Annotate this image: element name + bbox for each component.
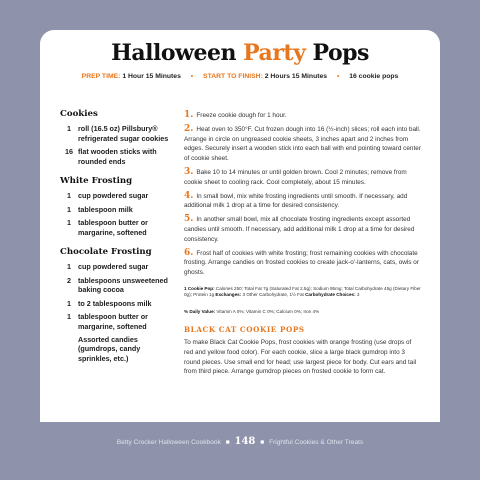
ingredient-text: tablespoon butter or margarine, softened [78, 218, 148, 237]
direction-step [184, 192, 422, 212]
ingredient-qty: 16 [65, 147, 73, 157]
carb-choices-text: 3 [355, 292, 360, 298]
ingredient-item [60, 335, 170, 363]
ingredient-qty [60, 335, 78, 363]
ingredient-text: flat wooden sticks with rounded ends [78, 147, 157, 166]
ingredient-item [60, 205, 170, 214]
ingredient-group-cookies [60, 110, 170, 166]
ingredient-text: to 2 tablespoons milk [78, 298, 152, 308]
step-number: 3. [184, 166, 194, 177]
ingredient-qty: 1 [67, 124, 71, 134]
meta-dot-2: • [336, 73, 340, 80]
ingredient-qty: 1 [67, 218, 71, 228]
page-footer [0, 436, 480, 447]
step-text: Bake 10 to 14 minutes or until golden brown. Cool 2 minutes; remove from cookie sheet to cooling rack. Cool completely, about 15 minutes. [184, 168, 407, 186]
ingredient-item [60, 276, 170, 295]
ingredients-column [60, 110, 170, 374]
ingredient-text: roll (16.5 oz) Pillsbury® refrigerated sugar cookies [78, 124, 169, 143]
direction-step [184, 249, 422, 278]
ingredient-qty: 1 [67, 262, 71, 272]
ingredient-item [60, 262, 170, 271]
title-accent: Party [243, 40, 306, 66]
title-post: Pops [305, 40, 369, 66]
direction-step [184, 168, 422, 188]
daily-value-info [184, 309, 422, 315]
section-heading-chocolate-frosting: Chocolate Frosting [60, 247, 152, 258]
ingredient-text: tablespoon butter or margarine, softened [78, 312, 148, 331]
ingredient-qty: 1 [67, 191, 71, 201]
section-heading-cookies: Cookies [60, 109, 98, 119]
section-heading-white-frosting: White Frosting [60, 176, 133, 187]
step-text: In another small bowl, mix all chocolate frosting ingredients except assorted candies until smooth. If necessary, add additional milk 1 drop at a time for desired consistency. [184, 216, 415, 243]
page-number: 148 [234, 436, 256, 447]
ingredient-qty: 1 [67, 312, 71, 322]
step-number: 1. [184, 110, 194, 120]
direction-step [184, 215, 422, 244]
meta-dot-1: • [190, 73, 194, 80]
carb-choices-label: Carbohydrate Choices: [305, 292, 356, 298]
ingredient-item [60, 191, 170, 200]
recipe-title [0, 40, 480, 66]
directions-column [184, 111, 422, 377]
ingredient-group-white-frosting [60, 177, 170, 237]
step-text: Freeze cookie dough for 1 hour. [196, 112, 287, 119]
ingredient-group-chocolate-frosting [60, 248, 170, 363]
recipe-meta [0, 73, 480, 80]
footer-book-title: Betty Crocker Halloween Cookbook [116, 439, 221, 446]
ingredient-text: cup powdered sugar [78, 262, 149, 272]
daily-value-label: % Daily Value: [184, 308, 216, 314]
ingredient-item [60, 299, 170, 308]
ingredient-qty: 1 [67, 298, 71, 308]
ingredient-qty: 2 [67, 275, 71, 285]
footer-separator: ■ [225, 439, 230, 446]
step-number: 4. [184, 190, 194, 201]
start-to-finish-label: START TO FINISH: [203, 73, 263, 80]
ingredient-qty: 1 [67, 204, 71, 214]
footer-separator: ■ [260, 439, 265, 446]
direction-step [184, 111, 422, 121]
ingredient-item [60, 147, 170, 166]
prep-time-label: PREP TIME: [81, 73, 121, 80]
footer-chapter-title: Frightful Cookies & Other Treats [269, 439, 364, 446]
step-text: In small bowl, mix white frosting ingredients until smooth. If necessary, add additional milk 1 drop at a time for desired consistency. [184, 192, 408, 210]
variation-text: To make Black Cat Cookie Pops, frost cookies with orange frosting (use drops of red and yellow food color). For each cookie, slice a large black gumdrop into 3 round pieces. Use small end for head; use largest piece for body. Cut ears and tail from third piece. Arrange gumdrop pieces on frosted cookie to form cat. [184, 338, 417, 376]
ingredient-item [60, 124, 170, 143]
ingredient-text: tablespoon milk [78, 204, 133, 214]
nutrition-info [184, 286, 422, 299]
step-number: 2. [184, 123, 194, 134]
nutrition-label: 1 Cookie Pop: [184, 285, 215, 291]
ingredient-item [60, 218, 170, 237]
step-number: 5. [184, 214, 194, 225]
daily-value-text: Vitamin A 0%; Vitamin C 0%; Calcium 0%; Iron 4% [215, 308, 320, 314]
start-to-finish-value: 2 Hours 15 Minutes [264, 73, 328, 80]
ingredient-text: Assorted candies (gumdrops, candy sprinkles, etc.) [78, 334, 141, 363]
variation-heading: BLACK CAT COOKIE POPS [184, 325, 305, 335]
exchanges-label: Exchanges: [215, 292, 242, 298]
step-text: Frost half of cookies with white frosting; frost remaining cookies with chocolate frosting. Arrange candies on frosted cookies to create jack-o'-lanterns, cats, owls or ghosts. [184, 249, 419, 277]
exchanges-text: 3 Other Carbohydrate, 1½ Fat [241, 292, 306, 298]
ingredient-text: tablespoons unsweetened baking cocoa [78, 275, 168, 295]
servings: 16 cookie pops [349, 73, 399, 80]
prep-time-value: 1 Hour 15 Minutes [122, 73, 181, 80]
title-pre: Halloween [111, 40, 244, 66]
direction-step [184, 125, 422, 164]
step-text: Heat oven to 350°F. Cut frozen dough into 16 (½-inch) slices; roll each into ball. Arrange in circle on ungreased cookie sheets, 3 inches apart and 2 inches from edges. Securely insert a wooden stick into each ball with end pointing toward center of cookie sheet. [184, 125, 421, 163]
ingredient-item [60, 312, 170, 331]
step-number: 6. [184, 247, 194, 258]
nutrition-text: Calories 250; Total Fat 7g (Saturated Fat 2.5g); Sodium 95mg; Total Carbohydrate 45g (Dietary Fiber 0g); Protein 1g [184, 285, 421, 298]
ingredient-text: cup powdered sugar [78, 191, 149, 201]
